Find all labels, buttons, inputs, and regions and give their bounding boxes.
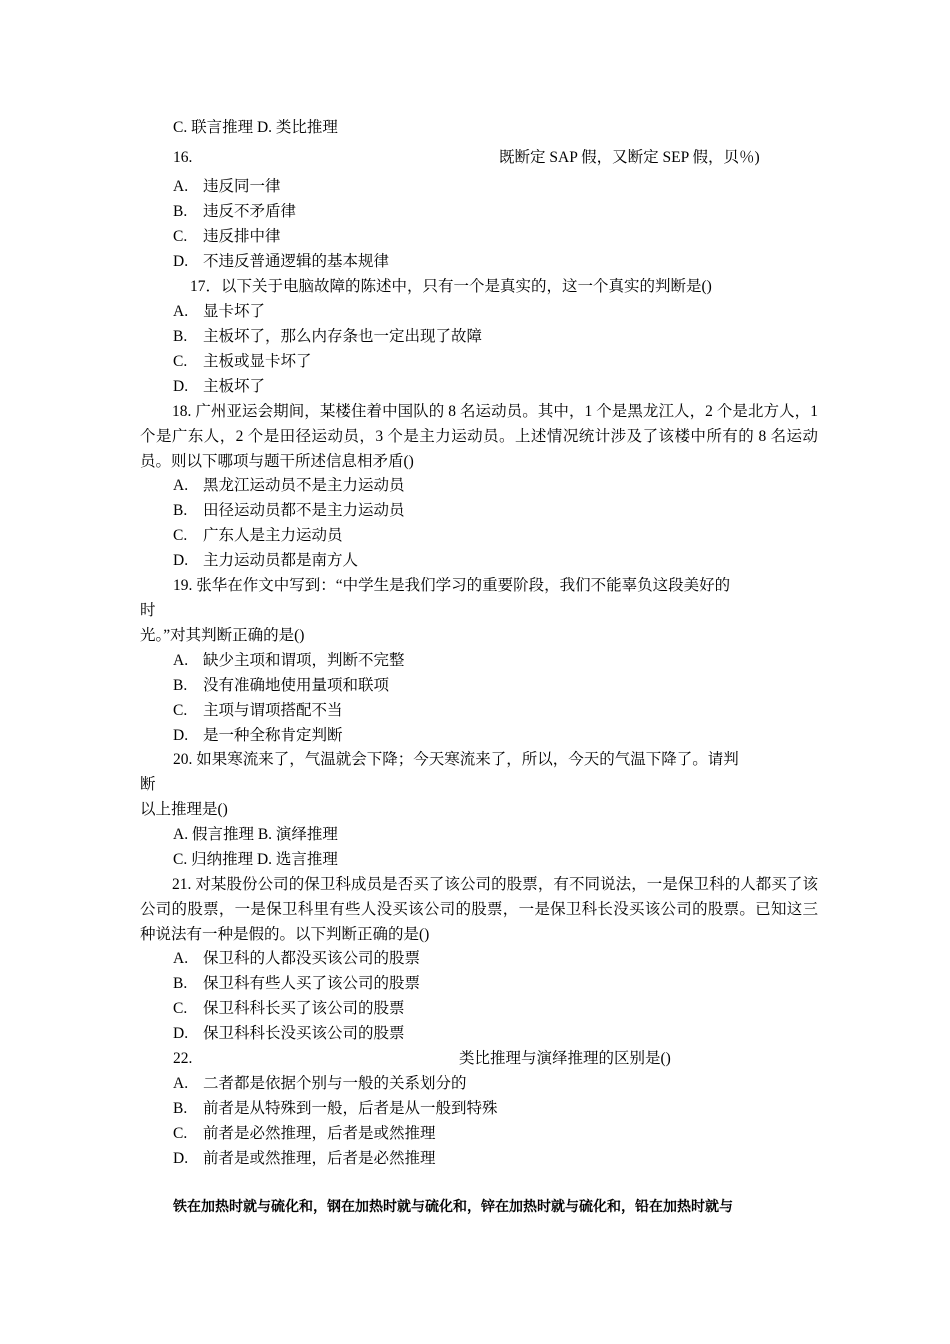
option-key: A. bbox=[173, 477, 189, 494]
q19-stem-line1: 19. 张华在作文中写到：“中学生是我们学习的重要阶段，我们不能辜负这段美好的 bbox=[173, 577, 731, 594]
q16-stem: 既断定 SAP 假，又断定 SEP 假，贝％) bbox=[499, 149, 760, 166]
q22-option-a bbox=[173, 1074, 467, 1094]
q21-stem bbox=[140, 872, 818, 947]
option-text: 主力运动员都是南方人 bbox=[203, 552, 359, 569]
option-text: 主板坏了，那么内存条也一定出现了故障 bbox=[203, 328, 483, 345]
option-text: 缺少主项和谓项，判断不完整 bbox=[203, 652, 405, 669]
option-text: 没有准确地使用量项和联项 bbox=[203, 677, 390, 694]
option-key: B. bbox=[173, 328, 188, 345]
option-text: 广东人是主力运动员 bbox=[203, 527, 343, 544]
q20-stem-line3: 以上推理是() bbox=[140, 801, 228, 818]
option-key: C. bbox=[173, 228, 188, 245]
q18-option-c bbox=[173, 526, 343, 546]
option-key: C. bbox=[173, 353, 188, 370]
option-text: 违反排中律 bbox=[203, 228, 281, 245]
q17-stem: 17．以下关于电脑故障的陈述中，只有一个是真实的，这一个真实的判断是() bbox=[190, 278, 712, 295]
option-key: D. bbox=[173, 253, 189, 270]
option-key: A. bbox=[173, 303, 189, 320]
option-text: 违反同一律 bbox=[203, 178, 281, 195]
q19-option-b bbox=[173, 676, 389, 696]
q18-stem bbox=[140, 399, 818, 474]
q17-option-a bbox=[173, 302, 265, 322]
option-key: B. bbox=[173, 1100, 188, 1117]
option-key: D. bbox=[173, 378, 189, 395]
q20-options-line2: C. 归纳推理 D. 选言推理 bbox=[173, 851, 338, 868]
option-key: B. bbox=[173, 203, 188, 220]
option-text: 前者是或然推理，后者是必然推理 bbox=[203, 1150, 436, 1167]
q22-option-b bbox=[173, 1099, 498, 1119]
option-text: 不违反普通逻辑的基本规律 bbox=[203, 253, 390, 270]
option-text: 保卫科的人都没买该公司的股票 bbox=[203, 950, 421, 967]
option-key: C. bbox=[173, 1000, 188, 1017]
option-key: D. bbox=[173, 1150, 189, 1167]
q21-stem-text: 21. 对某股份公司的保卫科成员是否买了该公司的股票，有不同说法，一是保卫科的人都买了该公司的股票，一是保卫科里有些人没买该公司的股票，一是保卫科长没买该公司的股票。已知这三种说法有一种是假的。以下判断正确的是() bbox=[140, 876, 818, 943]
option-key: B. bbox=[173, 502, 188, 519]
q22-stem: 类比推理与演绎推理的区别是() bbox=[459, 1050, 671, 1067]
q18-option-d bbox=[173, 551, 358, 571]
q17-option-b bbox=[173, 327, 482, 347]
q16-option-b bbox=[173, 202, 296, 222]
q22-option-d bbox=[173, 1149, 436, 1169]
q19-stem-line3: 光。”对其判断正确的是() bbox=[140, 627, 305, 644]
q18-option-a bbox=[173, 476, 405, 496]
q19-option-d bbox=[173, 726, 343, 746]
option-key: C. bbox=[173, 1125, 188, 1142]
q22-number: 22. bbox=[173, 1050, 193, 1067]
option-key: A. bbox=[173, 950, 189, 967]
q17-option-c bbox=[173, 352, 312, 372]
q17-option-d bbox=[173, 377, 265, 397]
option-key: D. bbox=[173, 1025, 189, 1042]
q21-option-a bbox=[173, 949, 420, 969]
option-text: 保卫科科长买了该公司的股票 bbox=[203, 1000, 405, 1017]
q23-stem: 铁在加热时就与硫化和，钢在加热时就与硫化和，锌在加热时就与硫化和，铅在加热时就与 bbox=[173, 1199, 733, 1215]
option-text: 保卫科科长没买该公司的股票 bbox=[203, 1025, 405, 1042]
option-text: 前者是从特殊到一般，后者是从一般到特殊 bbox=[203, 1100, 498, 1117]
q20-options-line1: A. 假言推理 B. 演绎推理 bbox=[173, 826, 338, 843]
option-text: 主板坏了 bbox=[203, 378, 266, 395]
q19-option-a bbox=[173, 651, 405, 671]
option-key: A. bbox=[173, 178, 189, 195]
q18-stem-text: 18. 广州亚运会期间，某楼住着中国队的 8 名运动员。其中，1 个是黑龙江人，2 个是北方人，1 个是广东人，2 个是田径运动员，3 个是主力运动员。上述情况统计涉及了该楼中所有的 8 名运动员。则以下哪项与题干所述信息相矛盾() bbox=[140, 403, 818, 470]
option-key: D. bbox=[173, 552, 189, 569]
option-text: 二者都是依据个别与一般的关系划分的 bbox=[203, 1075, 467, 1092]
q18-option-b bbox=[173, 501, 405, 521]
option-text: 是一种全称肯定判断 bbox=[203, 727, 343, 744]
q21-option-c bbox=[173, 999, 405, 1019]
option-text: 保卫科有些人买了该公司的股票 bbox=[203, 975, 421, 992]
q19-stem-line2: 时 bbox=[140, 602, 156, 619]
option-key: A. bbox=[173, 1075, 189, 1092]
option-text: 违反不矛盾律 bbox=[203, 203, 297, 220]
q16-option-a bbox=[173, 177, 281, 197]
option-key: A. bbox=[173, 652, 189, 669]
q20-stem-line2: 断 bbox=[140, 776, 156, 793]
q22-option-c bbox=[173, 1124, 436, 1144]
option-text: 前者是必然推理，后者是或然推理 bbox=[203, 1125, 436, 1142]
q16-number: 16. bbox=[173, 149, 193, 166]
q15-options-line: C. 联言推理 D. 类比推理 bbox=[173, 119, 338, 136]
q16-option-d bbox=[173, 252, 389, 272]
option-key: B. bbox=[173, 677, 188, 694]
option-text: 显卡坏了 bbox=[203, 303, 266, 320]
option-key: C. bbox=[173, 702, 188, 719]
option-text: 黑龙江运动员不是主力运动员 bbox=[203, 477, 405, 494]
q16-option-c bbox=[173, 227, 281, 247]
option-key: B. bbox=[173, 975, 188, 992]
option-text: 主板或显卡坏了 bbox=[203, 353, 312, 370]
q19-option-c bbox=[173, 701, 343, 721]
q20-stem-line1: 20. 如果寒流来了，气温就会下降；今天寒流来了，所以，今天的气温下降了。请判 bbox=[173, 751, 739, 768]
option-text: 田径运动员都不是主力运动员 bbox=[203, 502, 405, 519]
q21-option-d bbox=[173, 1024, 405, 1044]
option-text: 主项与谓项搭配不当 bbox=[203, 702, 343, 719]
option-key: D. bbox=[173, 727, 189, 744]
q21-option-b bbox=[173, 974, 420, 994]
option-key: C. bbox=[173, 527, 188, 544]
